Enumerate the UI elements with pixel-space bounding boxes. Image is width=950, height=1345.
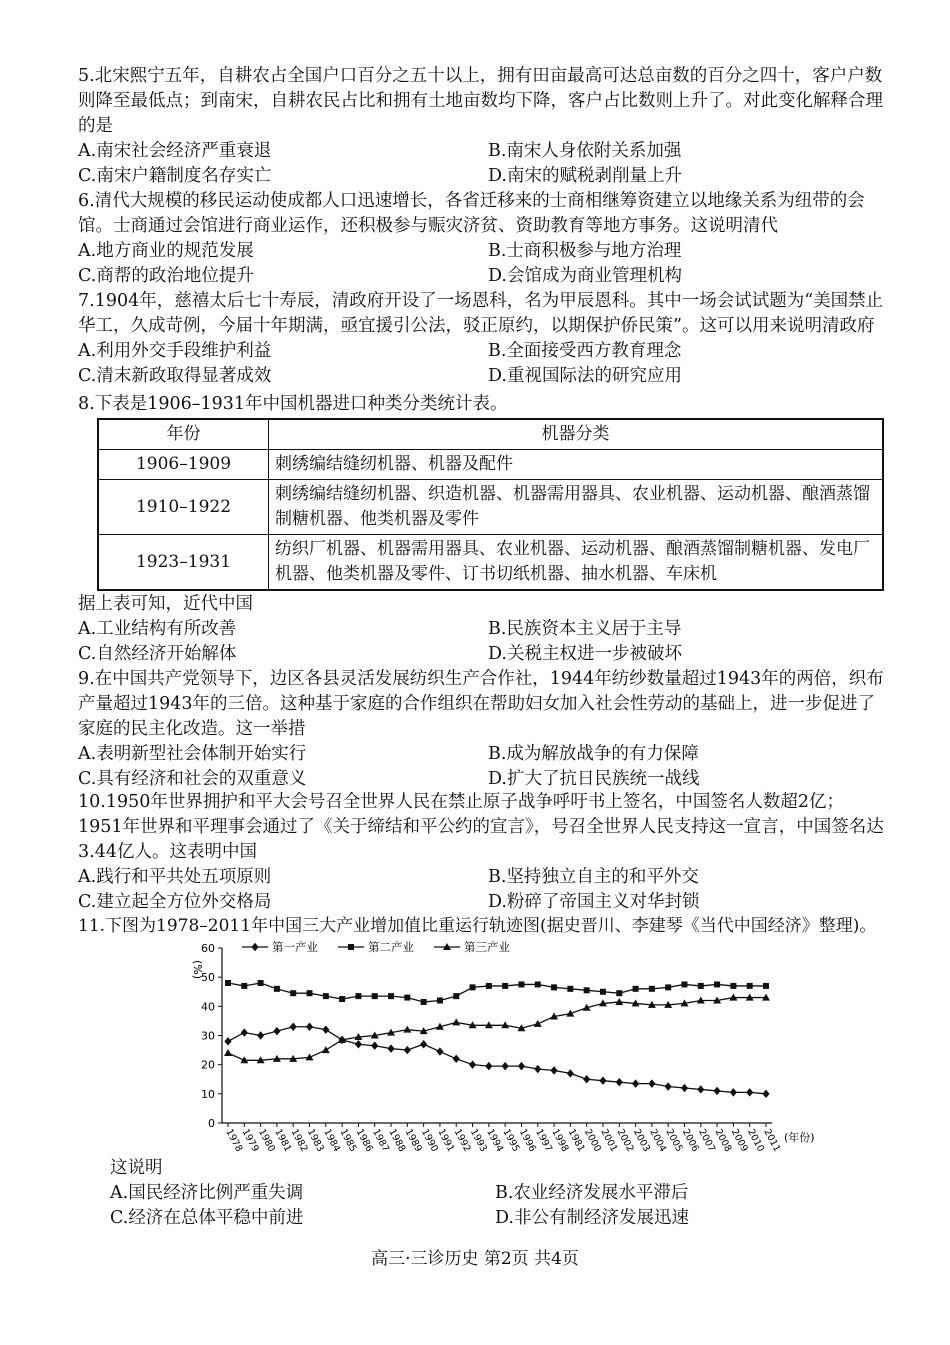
data-point-series-2: [241, 983, 247, 989]
question-8-stem-block: [78, 392, 888, 417]
data-point-series-2: [649, 986, 655, 992]
industry-share-chart: [180, 938, 820, 1158]
x-tick-label: 2008: [712, 1127, 734, 1154]
data-point-series-1: [713, 1087, 720, 1095]
data-point-series-2: [616, 990, 622, 996]
x-tick-label: 1995: [500, 1127, 522, 1154]
x-tick-label: 1990: [418, 1127, 441, 1154]
y-tick-label: 60: [201, 942, 215, 955]
y-tick-label: 40: [201, 1000, 215, 1014]
x-tick-label: 2000: [582, 1127, 604, 1154]
table-cell-year: 1910–1922: [98, 480, 269, 535]
data-point-series-1: [599, 1077, 606, 1085]
question-6-options: [78, 239, 888, 289]
y-axis-label: (%): [191, 960, 204, 980]
data-point-series-1: [583, 1075, 590, 1083]
data-point-series-2: [307, 990, 313, 996]
option-c[interactable]: C.商帮的政治地位提升: [78, 266, 254, 286]
option-b[interactable]: B.成为解放战争的有力保障: [488, 744, 699, 764]
data-point-series-2: [584, 987, 590, 993]
x-tick-label: 1983: [304, 1127, 326, 1154]
x-tick-label: 1997: [533, 1127, 555, 1154]
data-point-series-1: [534, 1065, 541, 1073]
x-tick-label: 1985: [337, 1127, 359, 1154]
question-8: [78, 592, 888, 667]
data-point-series-1: [241, 1028, 248, 1036]
x-tick-label: 2004: [647, 1127, 669, 1154]
option-a[interactable]: A.地方商业的规范发展: [78, 241, 254, 261]
data-point-series-1: [453, 1055, 460, 1063]
option-a[interactable]: A.南宋社会经济严重衰退: [78, 141, 272, 161]
option-d[interactable]: D.关税主权进一步被破坏: [488, 644, 682, 664]
question-9-options: [78, 742, 888, 792]
question-5-stem: 5.北宋熙宁五年，自耕农占全国户口百分之五十以上，拥有田亩最高可达总亩数的百分之四十，客户户数则降至最低点；到南宋，自耕农民占比和拥有土地亩数均下降，客户占比数则上升了。对此变化解释合理的是: [78, 66, 883, 136]
data-point-series-1: [681, 1084, 688, 1092]
data-point-series-1: [469, 1060, 476, 1068]
table-row: [98, 480, 883, 535]
data-point-series-3: [615, 998, 623, 1005]
data-point-series-2: [681, 981, 687, 987]
option-a[interactable]: A.践行和平共处五项原则: [78, 867, 272, 887]
x-tick-label: 1994: [484, 1127, 506, 1154]
table-cell-category: 纺织厂机器、机器需用器具、农业机器、运动机器、酿酒蒸馏制糖机器、发电厂机器、他类机器及零件、订书切纸机器、抽水机器、车床机: [269, 535, 884, 591]
data-point-series-2: [535, 981, 541, 987]
data-point-series-1: [648, 1079, 655, 1087]
option-c[interactable]: C.清末新政取得显著成效: [78, 366, 272, 386]
x-tick-label: 1991: [435, 1127, 457, 1154]
question-7: [78, 289, 888, 389]
data-point-series-2: [388, 993, 394, 999]
option-b[interactable]: B.坚持独立自主的和平外交: [488, 867, 699, 887]
data-point-series-1: [355, 1040, 362, 1048]
data-point-series-2: [567, 986, 573, 992]
data-point-series-1: [502, 1062, 509, 1070]
option-c[interactable]: C.建立起全方位外交格局: [78, 892, 272, 912]
x-tick-label: 1989: [402, 1127, 424, 1154]
table-cell-year: 1923–1931: [98, 535, 269, 591]
question-10-stem: 10.1950年世界拥护和平大会号召全世界人民在禁止原子战争呼吁书上签名，中国签名人数超2亿；1951年世界和平理事会通过了《关于缔结和平公约的宣言》，号召全世界人民支持这一宣言，中国签名达3.44亿人。这表明中国: [78, 792, 884, 862]
option-c[interactable]: C.南宋户籍制度名存实亡: [78, 166, 272, 186]
option-d[interactable]: D.粉碎了帝国主义对华封锁: [488, 892, 700, 912]
data-point-series-3: [322, 1046, 330, 1053]
data-point-series-1: [730, 1088, 737, 1096]
data-point-series-1: [404, 1046, 411, 1054]
question-10-options: [78, 865, 888, 915]
data-point-series-2: [290, 990, 296, 996]
table-row: [98, 535, 883, 591]
question-9: [78, 667, 888, 792]
data-point-series-2: [502, 983, 508, 989]
question-8-stem: 8.下表是1906–1931年中国机器进口种类分类统计表。: [78, 394, 508, 414]
question-11-stem: 11.下图为1978–2011年中国三大产业增加值比重运行轨迹图(据史晋川、李建琴《当代中国经济》整理)。: [78, 916, 877, 936]
x-tick-label: 1981: [272, 1127, 294, 1154]
question-11-stem-block: [78, 914, 888, 939]
data-point-series-3: [534, 1020, 542, 1027]
y-tick-label: 10: [201, 1087, 215, 1101]
data-point-series-1: [322, 1025, 329, 1033]
data-point-series-2: [404, 995, 410, 1001]
data-point-series-2: [486, 983, 492, 989]
legend-label-1: 第一产业: [272, 940, 318, 954]
option-b[interactable]: B.士商积极参与地方治理: [488, 241, 682, 261]
data-point-series-2: [698, 983, 704, 989]
option-b[interactable]: B.南宋人身依附关系加强: [488, 141, 682, 161]
table-row: [98, 450, 883, 480]
data-point-series-1: [746, 1088, 753, 1096]
data-point-series-2: [600, 989, 606, 995]
question-11-options: [110, 1181, 890, 1231]
data-point-series-2: [453, 993, 459, 999]
x-tick-label: 2009: [728, 1127, 750, 1154]
y-tick-label: 0: [208, 1117, 215, 1130]
data-point-series-2: [421, 999, 427, 1005]
y-tick-label: 50: [201, 971, 215, 985]
table-header-category: 机器分类: [269, 419, 884, 450]
question-6: [78, 189, 888, 289]
data-point-series-1: [697, 1085, 704, 1093]
question-11-lead: 这说明: [110, 1158, 163, 1178]
question-10: [78, 790, 888, 915]
x-axis-label: (年份): [784, 1131, 815, 1144]
table-header-row: [98, 419, 883, 450]
data-point-series-1: [485, 1062, 492, 1070]
option-c[interactable]: C.经济在总体平稳中前进: [110, 1208, 304, 1228]
data-point-series-3: [403, 1026, 411, 1033]
option-c[interactable]: C.自然经济开始解体: [78, 644, 237, 664]
data-point-series-2: [518, 981, 524, 987]
x-tick-label: 2003: [630, 1127, 652, 1154]
data-point-series-1: [224, 1037, 231, 1045]
x-tick-label: 1980: [255, 1127, 278, 1154]
data-point-series-2: [633, 986, 639, 992]
x-tick-label: 2005: [663, 1127, 685, 1154]
x-tick-label: 1986: [353, 1127, 375, 1154]
table-cell-category: 刺绣编结缝纫机器、机器及配件: [269, 450, 884, 480]
question-8-lead: 据上表可知，近代中国: [78, 594, 253, 614]
question-11: [110, 1156, 890, 1231]
x-tick-label: 1996: [516, 1127, 538, 1154]
data-point-series-3: [452, 1018, 460, 1025]
option-a[interactable]: A.表明新型社会体制开始实行: [78, 744, 307, 764]
option-b[interactable]: B.民族资本主义居于主导: [488, 619, 682, 639]
data-point-series-1: [567, 1069, 574, 1077]
data-point-series-2: [355, 993, 361, 999]
page-footer: 高三·三诊历史 第2页 共4页: [371, 1249, 579, 1269]
x-tick-label: 1988: [386, 1127, 408, 1154]
x-tick-label: 2006: [679, 1127, 701, 1154]
question-6-stem: 6.清代大规模的移民运动使成都人口迅速增长，各省迁移来的士商相继筹资建立以地缘关系为纽带的会馆。士商通过会馆进行商业运作，还积极参与赈灾济贫、资助教育等地方事务。这说明清代: [78, 191, 865, 236]
x-tick-label: 2011: [761, 1127, 783, 1154]
option-d[interactable]: D.扩大了抗日民族统一战线: [488, 769, 700, 789]
x-tick-label: 1978: [223, 1127, 245, 1154]
data-point-series-2: [372, 993, 378, 999]
x-tick-label: 1981: [565, 1127, 587, 1154]
option-b[interactable]: B.农业经济发展水平滞后: [495, 1183, 689, 1203]
question-7-stem: 7.1904年，慈禧太后七十寿辰，清政府开设了一场恩科，名为甲辰恩科。其中一场会试试题为“美国禁止华工，久成苛例，今届十年期满，亟宜援引公法，驳正原约，以期保护侨民策”。这可以用来说明清政府: [78, 291, 884, 336]
x-tick-label: 1984: [321, 1127, 343, 1154]
data-point-series-2: [763, 983, 769, 989]
x-tick-label: 1982: [288, 1127, 310, 1154]
data-point-series-2: [665, 984, 671, 990]
option-a[interactable]: A.国民经济比例严重失调: [110, 1183, 304, 1203]
data-point-series-1: [632, 1079, 639, 1087]
data-point-series-1: [387, 1044, 394, 1052]
x-tick-label: 1987: [370, 1127, 392, 1154]
data-point-series-3: [306, 1053, 314, 1060]
data-point-series-2: [274, 986, 280, 992]
data-point-series-1: [371, 1042, 378, 1050]
data-point-series-2: [339, 996, 345, 1002]
data-point-series-2: [323, 993, 329, 999]
data-point-series-1: [257, 1031, 264, 1039]
data-point-series-1: [665, 1082, 672, 1090]
data-point-series-1: [616, 1078, 623, 1086]
data-point-series-1: [306, 1023, 313, 1031]
data-point-series-3: [224, 1049, 232, 1056]
data-point-series-2: [470, 984, 476, 990]
data-point-series-1: [273, 1027, 280, 1035]
data-point-series-2: [747, 983, 753, 989]
y-tick-label: 20: [201, 1058, 215, 1072]
question-7-options: [78, 339, 888, 389]
data-point-series-1: [762, 1090, 769, 1098]
data-point-series-2: [225, 980, 231, 986]
data-point-series-2: [258, 980, 264, 986]
option-d[interactable]: D.会馆成为商业管理机构: [488, 266, 682, 286]
x-tick-label: 2001: [598, 1127, 620, 1154]
option-d[interactable]: D.重视国际法的研究应用: [488, 366, 682, 386]
x-tick-label: 2010: [745, 1127, 767, 1154]
x-tick-label: 1979: [239, 1127, 261, 1154]
question-9-stem: 9.在中国共产党领导下，边区各县灵活发展纺织生产合作社，1944年纺纱数量超过1943年的两倍，织布产量超过1943年的三倍。这种基于家庭的合作组织在帮助妇女加入社会性劳动的基础上，进一步促进了家庭的民主化改造。这一举措: [78, 669, 884, 739]
data-point-series-1: [550, 1066, 557, 1074]
y-tick-label: 30: [201, 1029, 215, 1043]
option-d[interactable]: D.非公有制经济发展迅速: [495, 1208, 689, 1228]
data-point-series-1: [518, 1062, 525, 1070]
option-b[interactable]: B.全面接受西方教育理念: [488, 341, 682, 361]
legend-label-2: 第二产业: [368, 940, 414, 954]
data-point-series-2: [730, 983, 736, 989]
data-point-series-1: [290, 1023, 297, 1031]
machine-import-table: [97, 418, 884, 591]
option-c[interactable]: C.具有经济和社会的双重意义: [78, 769, 307, 789]
question-5-options: [78, 139, 888, 189]
table-cell-year: 1906–1909: [98, 450, 269, 480]
legend-marker-2: [348, 944, 354, 950]
option-a[interactable]: A.利用外交手段维护利益: [78, 341, 272, 361]
data-point-series-2: [437, 998, 443, 1004]
x-tick-label: 1993: [467, 1127, 489, 1154]
x-tick-label: 1992: [451, 1127, 473, 1154]
x-tick-label: 1998: [549, 1127, 571, 1154]
x-tick-label: 2002: [614, 1127, 636, 1154]
legend-label-3: 第三产业: [464, 940, 510, 954]
data-point-series-1: [420, 1040, 427, 1048]
question-8-options: [78, 617, 888, 667]
option-a[interactable]: A.工业结构有所改善: [78, 619, 237, 639]
data-point-series-1: [436, 1047, 443, 1055]
data-point-series-2: [551, 984, 557, 990]
legend-marker-1: [251, 943, 258, 951]
x-tick-label: 2007: [696, 1127, 718, 1154]
option-d[interactable]: D.南宋的赋税剥削量上升: [488, 166, 682, 186]
table-header-year: 年份: [98, 419, 269, 450]
data-point-series-2: [714, 981, 720, 987]
table-cell-category: 刺绣编结缝纫机器、织造机器、机器需用器具、农业机器、运动机器、酿酒蒸馏制糖机器、他类机器及零件: [269, 480, 884, 535]
question-5: [78, 64, 888, 189]
